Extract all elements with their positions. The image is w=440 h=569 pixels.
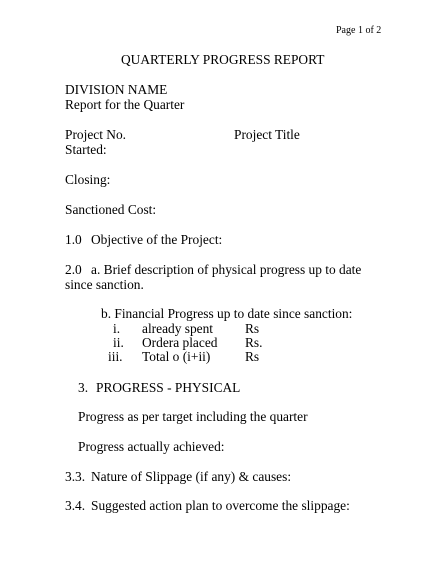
- financial-item-2-number: ii.: [113, 335, 124, 350]
- report-title: QUARTERLY PROGRESS REPORT: [121, 52, 325, 67]
- section-3-3-text: Nature of Slippage (if any) & causes:: [91, 469, 292, 484]
- financial-item-1-label: already spent: [142, 321, 214, 336]
- progress-achieved-text: Progress actually achieved:: [78, 439, 225, 454]
- financial-item-3-unit: Rs: [245, 349, 260, 364]
- financial-item-2-unit: Rs.: [245, 335, 263, 350]
- closing-label: Closing:: [65, 172, 111, 187]
- project-no-label: Project No.: [65, 127, 126, 142]
- report-for-quarter: Report for the Quarter: [65, 97, 185, 112]
- progress-target-text: Progress as per target including the quarter: [78, 409, 308, 424]
- financial-progress-heading: b. Financial Progress up to date since sanction:: [101, 306, 353, 321]
- financial-item-2-label: Ordera placed: [142, 335, 218, 350]
- section-1-text: Objective of the Project:: [91, 232, 223, 247]
- financial-item-3-label: Total o (i+ii): [142, 349, 211, 364]
- financial-item-3-number: iii.: [108, 349, 123, 364]
- financial-item-1-number: i.: [113, 321, 121, 336]
- section-3-number: 3.: [78, 380, 89, 395]
- division-name: DIVISION NAME: [65, 82, 168, 97]
- section-2-number: 2.0: [65, 262, 82, 277]
- section-3-heading: PROGRESS - PHYSICAL: [96, 380, 241, 395]
- page-indicator: Page 1 of 2: [336, 25, 382, 36]
- section-2-text: a. Brief description of physical progress up to date: [91, 262, 362, 277]
- started-label: Started:: [65, 142, 107, 157]
- section-2-continuation: since sanction.: [65, 277, 144, 292]
- section-1-number: 1.0: [65, 232, 82, 247]
- project-title-label: Project Title: [234, 127, 300, 142]
- financial-item-1-unit: Rs: [245, 321, 260, 336]
- section-3-4-text: Suggested action plan to overcome the slippage:: [91, 498, 350, 513]
- section-3-4-number: 3.4.: [65, 498, 86, 513]
- section-3-3-number: 3.3.: [65, 469, 86, 484]
- sanctioned-cost-label: Sanctioned Cost:: [65, 202, 157, 217]
